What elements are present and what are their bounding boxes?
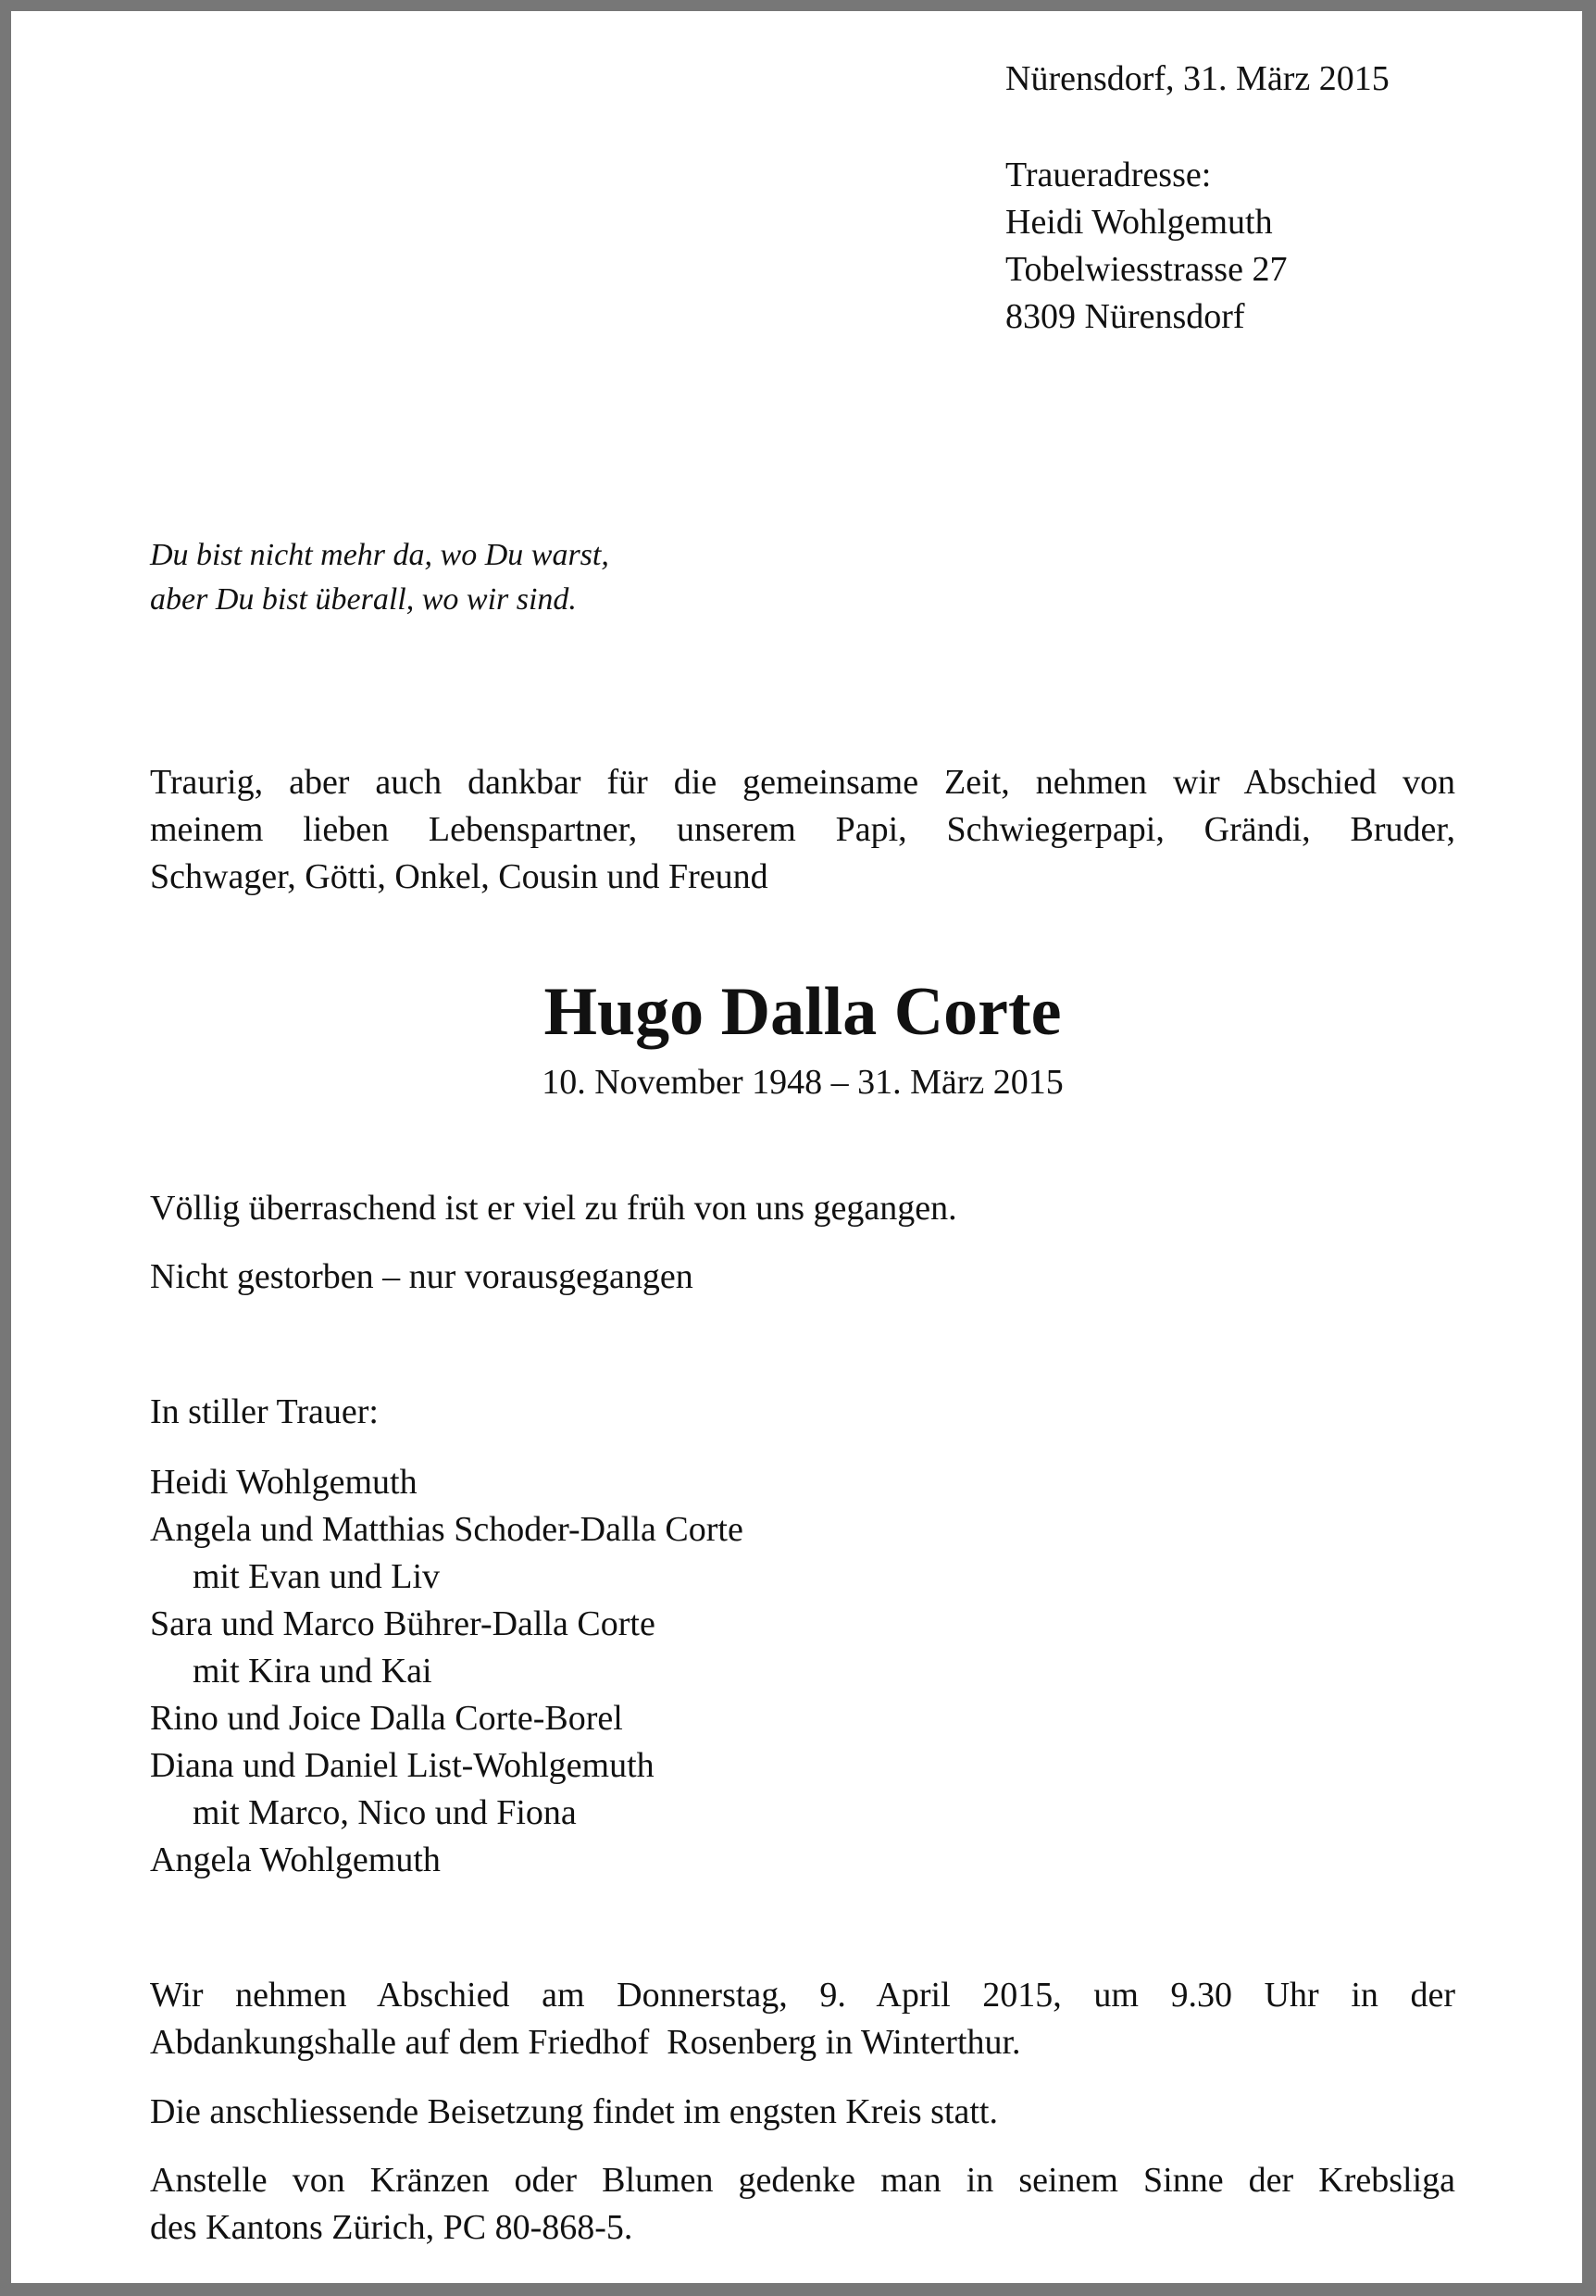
- donation-line: Anstelle von Kränzen oder Blumen gedenke man in seinem Sinne der Krebsliga: [150, 2161, 1455, 2200]
- intro-line: meinem lieben Lebenspartner, unserem Papi, Schwiegerpapi, Grändi, Bruder,: [150, 810, 1455, 849]
- address-line: 8309 Nürensdorf: [1005, 297, 1245, 336]
- mourner-entry: Angela und Matthias Schoder-Dalla Corte: [150, 1510, 743, 1549]
- donation-paragraph: [150, 2157, 1455, 2252]
- ceremony-line: Wir nehmen Abschied am Donnerstag, 9. April 2015, um 9.30 Uhr in der: [150, 1976, 1455, 2015]
- donation-line: des Kantons Zürich, PC 80-868-5.: [150, 2208, 633, 2247]
- intro-line: Traurig, aber auch dankbar für die gemeinsame Zeit, nehmen wir Abschied von: [150, 763, 1455, 802]
- place-date-text: Nürensdorf, 31. März 2015: [1005, 59, 1390, 98]
- ceremony-line: Abdankungshalle auf dem Friedhof Rosenberg in Winterthur.: [150, 2023, 1021, 2062]
- mourner-children: mit Evan und Liv: [193, 1557, 441, 1596]
- mourning-address: [1005, 152, 1287, 341]
- mourner-children: mit Marco, Nico und Fiona: [193, 1793, 577, 1832]
- mourner-entry: Heidi Wohlgemuth: [150, 1463, 418, 1502]
- place-date: [1005, 56, 1390, 103]
- mourner-entry: Sara und Marco Bührer-Dalla Corte: [150, 1604, 655, 1643]
- burial-note: Die anschliessende Beisetzung findet im engsten Kreis statt.: [150, 2092, 998, 2131]
- mourners-label: In stiller Trauer:: [150, 1392, 379, 1431]
- obituary-page: [11, 11, 1582, 2283]
- intro-line: Schwager, Götti, Onkel, Cousin und Freund: [150, 857, 768, 896]
- address-label: Traueradresse:: [1005, 156, 1212, 194]
- intro-paragraph: [150, 759, 1455, 901]
- deceased-name: Hugo Dalla Corte: [543, 974, 1062, 1050]
- mourner-entry: Diana und Daniel List-Wohlgemuth: [150, 1746, 655, 1785]
- life-dates: 10. November 1948 – 31. März 2015: [542, 1063, 1064, 1102]
- quote-line: Du bist nicht mehr da, wo Du warst,: [150, 538, 609, 572]
- statement-1: Völlig überraschend ist er viel zu früh von uns gegangen.: [150, 1189, 957, 1228]
- quote: [150, 533, 609, 622]
- ceremony-paragraph: [150, 1972, 1455, 2066]
- address-line: Heidi Wohlgemuth: [1005, 203, 1273, 242]
- mourner-entry: Angela Wohlgemuth: [150, 1841, 441, 1879]
- statement-2: Nicht gestorben – nur vorausgegangen: [150, 1257, 693, 1296]
- mourners-list: [150, 1459, 743, 1884]
- quote-line: aber Du bist überall, wo wir sind.: [150, 582, 577, 617]
- address-line: Tobelwiesstrasse 27: [1005, 250, 1288, 289]
- mourner-entry: Rino und Joice Dalla Corte-Borel: [150, 1699, 623, 1738]
- mourner-children: mit Kira und Kai: [193, 1652, 432, 1691]
